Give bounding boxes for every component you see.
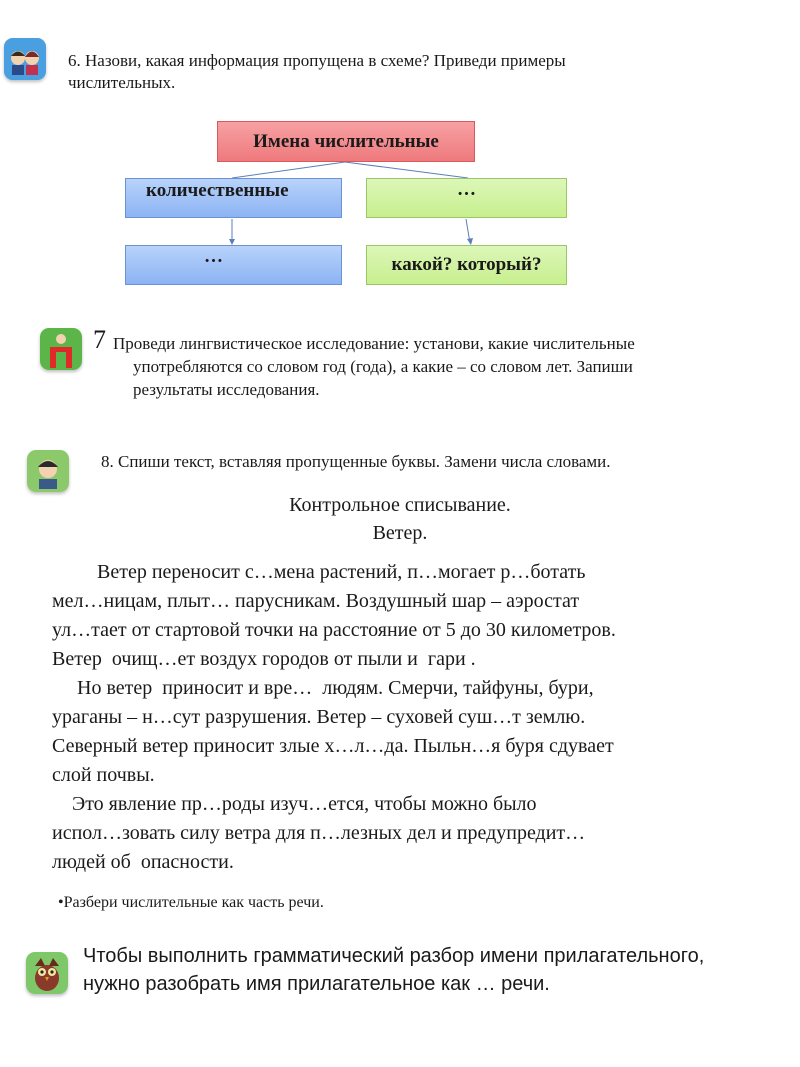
boy-icon: [27, 450, 69, 492]
task7-line2: употребляются со словом год (года), а какие – со словом лет. Запиши: [133, 357, 633, 376]
task8-text: 8. Спиши текст, вставляя пропущенные буквы. Замени числа словами.: [101, 452, 611, 471]
dictation-line: людей об опасности.: [52, 851, 234, 873]
diagram-left-bottom-box: [125, 245, 342, 285]
dictation-line: испол…зовать силу ветра для п…лезных дел и предупредит…: [52, 822, 586, 844]
diagram-left-top-label: количественные: [146, 180, 289, 201]
final-line1: Чтобы выполнить грамматический разбор имени прилагательного,: [83, 945, 705, 967]
dictation-line: ураганы – н…сут разрушения. Ветер – суховей суш…т землю.: [52, 706, 586, 728]
dictation-line: Ветер очищ…ет воздух городов от пыли и гари .: [52, 648, 476, 670]
task7-line3: результаты исследования.: [133, 380, 320, 399]
task7-text: [113, 332, 793, 401]
diagram-root-label: Имена числительные: [253, 130, 439, 152]
task8-bullet: •Разбери числительные как часть речи.: [58, 894, 324, 911]
final-text: [83, 942, 793, 998]
owl-icon: [26, 952, 68, 994]
diagram-root-box: [217, 121, 475, 162]
dictation-line: Ветер переносит с…мена растений, п…могает р…ботать: [52, 561, 586, 583]
diagram-right-top-label: …: [457, 179, 476, 200]
dictation-title: Контрольное списывание.: [289, 494, 511, 516]
dictation-line: ул…тает от стартовой точки на расстояние от 5 до 30 километров.: [52, 619, 616, 641]
dictation-line: мел…ницам, плыт… парусникам. Воздушный шар – аэростат: [52, 590, 580, 612]
dictation-subtitle: Ветер.: [372, 522, 428, 544]
dictation-line: Северный ветер приносит злые х…л…да. Пыльн…я буря сдувает: [52, 735, 614, 757]
dictation-line: Но ветер приносит и вре… людям. Смерчи, тайфуны, бури,: [52, 677, 594, 699]
dictation-line: Это явление пр…роды изуч…ется, чтобы можно было: [52, 793, 537, 815]
task7-line1: Проведи лингвистическое исследование: установи, какие числительные: [113, 334, 635, 353]
final-line2: нужно разобрать имя прилагательное как … речи.: [83, 973, 550, 995]
diagram-right-bottom-label: какой? который?: [391, 254, 542, 275]
dictation-body: [52, 558, 792, 877]
letter-p-icon: [40, 328, 82, 370]
dictation-heading: [150, 491, 650, 547]
task7-number: 7: [93, 325, 106, 354]
diagram-left-top-box: [125, 178, 342, 218]
task6-line1: 6. Назови, какая информация пропущена в схеме? Приведи примеры: [68, 51, 566, 70]
diagram-right-top-box: [366, 178, 567, 218]
dictation-line: слой почвы.: [52, 764, 155, 786]
diagram-right-bottom-box: [366, 245, 567, 285]
task6-line2: числительных.: [68, 73, 176, 92]
diagram-left-bottom-label: …: [204, 246, 223, 267]
